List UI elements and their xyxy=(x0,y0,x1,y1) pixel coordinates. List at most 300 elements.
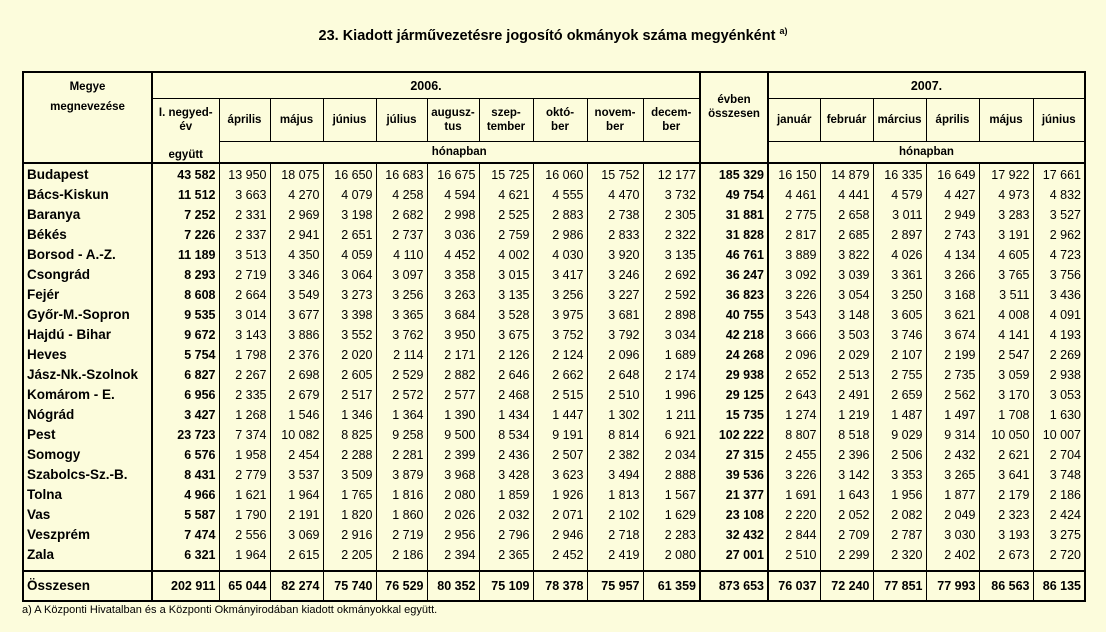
month-2007-value: 2 455 xyxy=(768,445,820,465)
county-name: Nógrád xyxy=(23,405,152,425)
month-2006-value: 2 020 xyxy=(323,345,376,365)
table-row xyxy=(23,425,1085,445)
year-total-value: 873 653 xyxy=(700,571,768,601)
year-total-value: 29 938 xyxy=(700,365,768,385)
month-2007-value: 2 709 xyxy=(820,525,873,545)
year-total-value: 21 377 xyxy=(700,485,768,505)
month-2006-header xyxy=(533,99,587,142)
table-row xyxy=(23,205,1085,225)
month-2007-value: 2 269 xyxy=(1033,345,1085,365)
month-2006-value: 8 814 xyxy=(587,425,643,445)
month-2006-value: 1 268 xyxy=(219,405,270,425)
month-2007-value: 2 685 xyxy=(820,225,873,245)
month-2007-value: 3 353 xyxy=(873,465,926,485)
month-2007-value: 3 756 xyxy=(1033,265,1085,285)
month-2006-value: 1 302 xyxy=(587,405,643,425)
month-2007-value: 72 240 xyxy=(820,571,873,601)
county-name: Békés xyxy=(23,225,152,245)
month-2007-value: 1 643 xyxy=(820,485,873,505)
year-total-value: 49 754 xyxy=(700,185,768,205)
month-2007-value: 3 226 xyxy=(768,285,820,305)
month-2007-value: 2 320 xyxy=(873,545,926,565)
month-2007-value: 2 220 xyxy=(768,505,820,525)
month-2006-value: 2 946 xyxy=(533,525,587,545)
month-2007-value: 3 053 xyxy=(1033,385,1085,405)
month-2006-value: 2 577 xyxy=(427,385,479,405)
month-2006-value: 3 732 xyxy=(643,185,700,205)
month-2007-value: 4 134 xyxy=(926,245,979,265)
year-2007-header: 2007. xyxy=(768,72,1085,99)
month-2007-value: 4 605 xyxy=(979,245,1033,265)
q1-value: 6 576 xyxy=(152,445,219,465)
month-2007-value: 2 817 xyxy=(768,225,820,245)
table-row xyxy=(23,245,1085,265)
month-2006-value: 3 015 xyxy=(479,265,533,285)
year-total-value: 36 247 xyxy=(700,265,768,285)
month-2006-value: 3 034 xyxy=(643,325,700,345)
table-row xyxy=(23,185,1085,205)
month-2007-value: 8 807 xyxy=(768,425,820,445)
month-2006-value: 2 305 xyxy=(643,205,700,225)
month-2006-value: 2 331 xyxy=(219,205,270,225)
year-total-value: 40 755 xyxy=(700,305,768,325)
county-name: Somogy xyxy=(23,445,152,465)
month-2007-value: 2 755 xyxy=(873,365,926,385)
month-2006-value: 2 337 xyxy=(219,225,270,245)
table-row xyxy=(23,305,1085,325)
table-row xyxy=(23,445,1085,465)
month-2006-value: 2 126 xyxy=(479,345,533,365)
month-2007-value: 3 674 xyxy=(926,325,979,345)
month-2006-value: 3 246 xyxy=(587,265,643,285)
month-2006-value: 2 719 xyxy=(376,525,427,545)
month-2006-value: 2 452 xyxy=(533,545,587,565)
month-2006-value: 2 986 xyxy=(533,225,587,245)
month-2007-value: 9 314 xyxy=(926,425,979,445)
month-2006-value: 1 765 xyxy=(323,485,376,505)
month-2006-value: 4 258 xyxy=(376,185,427,205)
month-2006-value: 15 725 xyxy=(479,163,533,185)
month-2006-value: 2 592 xyxy=(643,285,700,305)
month-2007-value: 3 266 xyxy=(926,265,979,285)
month-2007-value: 17 661 xyxy=(1033,163,1085,185)
month-2006-header xyxy=(427,99,479,142)
year-total-value: 32 432 xyxy=(700,525,768,545)
month-2007-value: 4 193 xyxy=(1033,325,1085,345)
month-2006-value: 78 378 xyxy=(533,571,587,601)
month-2007-value: 2 029 xyxy=(820,345,873,365)
month-2006-value: 4 594 xyxy=(427,185,479,205)
month-2006-value: 3 552 xyxy=(323,325,376,345)
month-2007-value: 3 265 xyxy=(926,465,979,485)
q1-value: 202 911 xyxy=(152,571,219,601)
month-2006-line1: novem- xyxy=(594,107,636,119)
table-row xyxy=(23,265,1085,285)
month-2007-value: 86 135 xyxy=(1033,571,1085,601)
month-2006-value: 2 096 xyxy=(587,345,643,365)
month-2007-value: 2 513 xyxy=(820,365,873,385)
month-2006-value: 2 322 xyxy=(643,225,700,245)
year-total-value: 27 315 xyxy=(700,445,768,465)
month-2006-value: 3 358 xyxy=(427,265,479,285)
month-2007-value: 17 922 xyxy=(979,163,1033,185)
q1-value: 5 587 xyxy=(152,505,219,525)
year-total-header-blank xyxy=(700,142,768,164)
month-2007-value: 76 037 xyxy=(768,571,820,601)
month-2007-value: 4 441 xyxy=(820,185,873,205)
month-2006-value: 2 032 xyxy=(479,505,533,525)
month-2006-value: 75 740 xyxy=(323,571,376,601)
month-2006-value: 16 675 xyxy=(427,163,479,185)
q1-header-line2: év xyxy=(179,121,193,134)
month-2007-value: 2 186 xyxy=(1033,485,1085,505)
month-2007-value: 2 652 xyxy=(768,365,820,385)
month-2006-value: 18 075 xyxy=(270,163,323,185)
month-2007-value: 2 949 xyxy=(926,205,979,225)
table-row xyxy=(23,571,1085,601)
month-2006-value: 1 346 xyxy=(323,405,376,425)
month-2006-value: 2 124 xyxy=(533,345,587,365)
month-2007-value: 3 746 xyxy=(873,325,926,345)
month-2006-value: 16 683 xyxy=(376,163,427,185)
year-total-value: 102 222 xyxy=(700,425,768,445)
month-2007-value: 1 708 xyxy=(979,405,1033,425)
month-2006-value: 1 958 xyxy=(219,445,270,465)
month-2006-value: 2 648 xyxy=(587,365,643,385)
month-2006-value: 75 957 xyxy=(587,571,643,601)
month-2006-value: 2 283 xyxy=(643,525,700,545)
table-row xyxy=(23,385,1085,405)
county-name: Csongrád xyxy=(23,265,152,285)
month-2007-value: 2 673 xyxy=(979,545,1033,565)
q1-header-line1: I. negyed- xyxy=(158,107,213,120)
month-2006-value: 2 759 xyxy=(479,225,533,245)
month-2006-value: 2 525 xyxy=(479,205,533,225)
month-2007-value: 2 775 xyxy=(768,205,820,225)
month-2006-value: 3 143 xyxy=(219,325,270,345)
month-2007-value: 3 030 xyxy=(926,525,979,545)
month-2006-value: 76 529 xyxy=(376,571,427,601)
month-2006-value: 2 779 xyxy=(219,465,270,485)
month-2006-value: 2 394 xyxy=(427,545,479,565)
month-2007-value: 3 527 xyxy=(1033,205,1085,225)
month-2007-value: 10 050 xyxy=(979,425,1033,445)
month-2007-value: 3 765 xyxy=(979,265,1033,285)
year-total-line1: évben xyxy=(717,94,751,107)
year-total-value: 36 823 xyxy=(700,285,768,305)
month-2007-value: 4 141 xyxy=(979,325,1033,345)
year-2006-header: 2006. xyxy=(152,72,700,99)
month-2006-value: 3 920 xyxy=(587,245,643,265)
q1-value: 4 966 xyxy=(152,485,219,505)
month-2006-value: 2 365 xyxy=(479,545,533,565)
month-2006-value: 3 509 xyxy=(323,465,376,485)
month-2006-value: 2 515 xyxy=(533,385,587,405)
table-row xyxy=(23,505,1085,525)
month-2006-value: 2 692 xyxy=(643,265,700,285)
county-name: Tolna xyxy=(23,485,152,505)
month-2006-value: 3 365 xyxy=(376,305,427,325)
month-2006-value: 2 664 xyxy=(219,285,270,305)
county-header-line1: Megye xyxy=(69,81,106,93)
month-2006-value: 2 738 xyxy=(587,205,643,225)
month-2006-value: 1 798 xyxy=(219,345,270,365)
month-2006-value: 3 623 xyxy=(533,465,587,485)
month-2006-value: 2 186 xyxy=(376,545,427,565)
month-2007-value: 3 011 xyxy=(873,205,926,225)
month-2007-value: 3 436 xyxy=(1033,285,1085,305)
month-2006-header xyxy=(479,99,533,142)
month-2007-value: 3 142 xyxy=(820,465,873,485)
county-name: Komárom - E. xyxy=(23,385,152,405)
month-2006-line2: tember xyxy=(486,121,526,133)
month-2006-value: 2 698 xyxy=(270,365,323,385)
q1-value: 6 956 xyxy=(152,385,219,405)
month-2006-value: 3 681 xyxy=(587,305,643,325)
month-2006-value: 3 036 xyxy=(427,225,479,245)
month-2006-value: 1 447 xyxy=(533,405,587,425)
month-2007-value: 2 396 xyxy=(820,445,873,465)
table-row xyxy=(23,285,1085,305)
month-2007-value: 4 008 xyxy=(979,305,1033,325)
month-2007-value: 1 956 xyxy=(873,485,926,505)
year-total-value: 42 218 xyxy=(700,325,768,345)
month-2006-value: 1 621 xyxy=(219,485,270,505)
month-2006-value: 2 080 xyxy=(427,485,479,505)
month-2006-value: 3 064 xyxy=(323,265,376,285)
county-name: Szabolcs-Sz.-B. xyxy=(23,465,152,485)
month-2006-value: 4 452 xyxy=(427,245,479,265)
month-2006-value: 1 996 xyxy=(643,385,700,405)
month-2006-value: 2 679 xyxy=(270,385,323,405)
month-2007-value: 2 491 xyxy=(820,385,873,405)
month-2007-value: 3 039 xyxy=(820,265,873,285)
month-2007-value: 2 299 xyxy=(820,545,873,565)
month-2007-value: 3 054 xyxy=(820,285,873,305)
q1-value: 8 293 xyxy=(152,265,219,285)
month-2007-value: 16 150 xyxy=(768,163,820,185)
month-2007-value: 2 844 xyxy=(768,525,820,545)
month-2006-value: 1 820 xyxy=(323,505,376,525)
month-2006-value: 3 528 xyxy=(479,305,533,325)
county-name: Összesen xyxy=(23,571,152,601)
month-2007-value: 2 510 xyxy=(768,545,820,565)
month-2007-value: 2 720 xyxy=(1033,545,1085,565)
month-2007-value: 4 461 xyxy=(768,185,820,205)
table-row xyxy=(23,405,1085,425)
month-2006-value: 2 719 xyxy=(219,265,270,285)
q1-header-line3: együtt xyxy=(152,142,219,164)
month-2006-value: 2 796 xyxy=(479,525,533,545)
month-2007-value: 8 518 xyxy=(820,425,873,445)
month-2006-value: 3 135 xyxy=(479,285,533,305)
month-2007-value: 2 659 xyxy=(873,385,926,405)
month-2006-value: 2 969 xyxy=(270,205,323,225)
month-2007-value: 3 059 xyxy=(979,365,1033,385)
month-2007-value: 3 748 xyxy=(1033,465,1085,485)
month-2006-value: 9 500 xyxy=(427,425,479,445)
month-2007-value: 3 361 xyxy=(873,265,926,285)
year-total-header xyxy=(700,72,768,142)
month-2006-value: 82 274 xyxy=(270,571,323,601)
year-total-value: 15 735 xyxy=(700,405,768,425)
month-2006-value: 3 513 xyxy=(219,245,270,265)
county-name: Veszprém xyxy=(23,525,152,545)
table-row xyxy=(23,485,1085,505)
month-2007-value: 3 666 xyxy=(768,325,820,345)
month-2006-value: 2 102 xyxy=(587,505,643,525)
month-2007-value: 3 511 xyxy=(979,285,1033,305)
month-2007-value: 1 487 xyxy=(873,405,926,425)
month-2007-value: 3 283 xyxy=(979,205,1033,225)
county-name: Vas xyxy=(23,505,152,525)
table-row xyxy=(23,163,1085,185)
month-2007-value: 2 179 xyxy=(979,485,1033,505)
month-2007-value: 2 402 xyxy=(926,545,979,565)
month-2006-value: 2 026 xyxy=(427,505,479,525)
q1-value: 11 189 xyxy=(152,245,219,265)
month-2006-value: 3 537 xyxy=(270,465,323,485)
month-2006-value: 2 510 xyxy=(587,385,643,405)
month-2007-value: 3 641 xyxy=(979,465,1033,485)
year-total-value: 39 536 xyxy=(700,465,768,485)
month-2006-value: 1 689 xyxy=(643,345,700,365)
month-2006-value: 3 014 xyxy=(219,305,270,325)
month-2006-value: 2 651 xyxy=(323,225,376,245)
month-2006-value: 2 605 xyxy=(323,365,376,385)
month-2006-value: 2 114 xyxy=(376,345,427,365)
month-2006-header xyxy=(219,99,270,142)
month-2007-value: 3 191 xyxy=(979,225,1033,245)
month-2006-value: 2 615 xyxy=(270,545,323,565)
month-2006-value: 15 752 xyxy=(587,163,643,185)
q1-value: 7 474 xyxy=(152,525,219,545)
month-2006-value: 2 833 xyxy=(587,225,643,245)
month-2007-value: 3 193 xyxy=(979,525,1033,545)
month-2006-value: 3 752 xyxy=(533,325,587,345)
month-2006-value: 4 270 xyxy=(270,185,323,205)
unit-2006: hónapban xyxy=(219,142,700,164)
month-2007-value: 1 877 xyxy=(926,485,979,505)
q1-value: 11 512 xyxy=(152,185,219,205)
month-2007-value: 86 563 xyxy=(979,571,1033,601)
month-2007-value: 3 889 xyxy=(768,245,820,265)
month-2006-value: 2 888 xyxy=(643,465,700,485)
month-2007-value: 2 082 xyxy=(873,505,926,525)
county-name: Jász-Nk.-Szolnok xyxy=(23,365,152,385)
month-2006-value: 61 359 xyxy=(643,571,700,601)
table-title: 23. Kiadott járművezetésre jogosító okmányok száma megyénként $^{a)}$ xyxy=(318,26,788,44)
month-2007-value: 9 029 xyxy=(873,425,926,445)
month-2006-value: 3 677 xyxy=(270,305,323,325)
month-2007-header: február xyxy=(820,99,873,142)
month-2006-value: 1 964 xyxy=(219,545,270,565)
month-2006-value: 1 790 xyxy=(219,505,270,525)
month-2006-value: 2 956 xyxy=(427,525,479,545)
month-2007-value: 2 735 xyxy=(926,365,979,385)
month-2006-value: 2 737 xyxy=(376,225,427,245)
county-name: Zala xyxy=(23,545,152,565)
month-2007-value: 1 274 xyxy=(768,405,820,425)
month-2007-value: 3 250 xyxy=(873,285,926,305)
month-2006-value: 3 198 xyxy=(323,205,376,225)
month-2007-value: 2 096 xyxy=(768,345,820,365)
month-2006-value: 7 374 xyxy=(219,425,270,445)
month-2006-value: 4 621 xyxy=(479,185,533,205)
month-2006-line2: ber xyxy=(551,121,569,133)
month-2006-value: 3 346 xyxy=(270,265,323,285)
month-2006-value: 9 258 xyxy=(376,425,427,445)
month-2007-value: 4 091 xyxy=(1033,305,1085,325)
month-2007-value: 2 704 xyxy=(1033,445,1085,465)
month-2006-value: 2 174 xyxy=(643,365,700,385)
month-2006-value: 3 975 xyxy=(533,305,587,325)
month-2007-header: június xyxy=(1033,99,1085,142)
month-2007-value: 3 226 xyxy=(768,465,820,485)
month-2006-value: 3 256 xyxy=(533,285,587,305)
month-2007-value: 4 973 xyxy=(979,185,1033,205)
month-2006-value: 1 546 xyxy=(270,405,323,425)
q1-value: 6 827 xyxy=(152,365,219,385)
month-2006-value: 2 916 xyxy=(323,525,376,545)
month-2006-value: 3 684 xyxy=(427,305,479,325)
month-2006-value: 2 171 xyxy=(427,345,479,365)
month-2006-value: 3 879 xyxy=(376,465,427,485)
month-2007-value: 10 007 xyxy=(1033,425,1085,445)
month-2006-value: 2 682 xyxy=(376,205,427,225)
month-2006-value: 1 434 xyxy=(479,405,533,425)
month-2007-value: 3 621 xyxy=(926,305,979,325)
q1-value: 5 754 xyxy=(152,345,219,365)
month-2007-value: 1 219 xyxy=(820,405,873,425)
month-2006-line2: ber xyxy=(606,121,624,133)
month-2007-value: 3 822 xyxy=(820,245,873,265)
q1-value: 8 431 xyxy=(152,465,219,485)
month-2007-value: 2 743 xyxy=(926,225,979,245)
month-2007-value: 2 938 xyxy=(1033,365,1085,385)
month-2006-value: 2 529 xyxy=(376,365,427,385)
month-2006-value: 10 082 xyxy=(270,425,323,445)
month-2007-value: 3 503 xyxy=(820,325,873,345)
month-2006-value: 1 964 xyxy=(270,485,323,505)
month-2007-value: 4 427 xyxy=(926,185,979,205)
month-2006-value: 3 549 xyxy=(270,285,323,305)
month-2006-value: 2 662 xyxy=(533,365,587,385)
q1-value: 7 252 xyxy=(152,205,219,225)
month-2007-value: 2 049 xyxy=(926,505,979,525)
month-2006-value: 2 288 xyxy=(323,445,376,465)
month-2006-value: 1 860 xyxy=(376,505,427,525)
month-2006-value: 1 211 xyxy=(643,405,700,425)
year-total-value: 24 268 xyxy=(700,345,768,365)
unit-2007: hónapban xyxy=(768,142,1085,164)
month-2006-value: 4 470 xyxy=(587,185,643,205)
month-2007-header: május xyxy=(979,99,1033,142)
month-2006-value: 2 883 xyxy=(533,205,587,225)
q1-header xyxy=(152,99,219,142)
month-2006-value: 2 399 xyxy=(427,445,479,465)
month-2006-value: 3 663 xyxy=(219,185,270,205)
month-2007-value: 3 148 xyxy=(820,305,873,325)
year-total-value: 23 108 xyxy=(700,505,768,525)
month-2006-value: 3 494 xyxy=(587,465,643,485)
table-row xyxy=(23,545,1085,565)
month-2007-value: 2 562 xyxy=(926,385,979,405)
month-2006-line1: június xyxy=(332,114,367,126)
month-2006-value: 3 069 xyxy=(270,525,323,545)
month-2007-value: 2 962 xyxy=(1033,225,1085,245)
month-2006-value: 3 417 xyxy=(533,265,587,285)
